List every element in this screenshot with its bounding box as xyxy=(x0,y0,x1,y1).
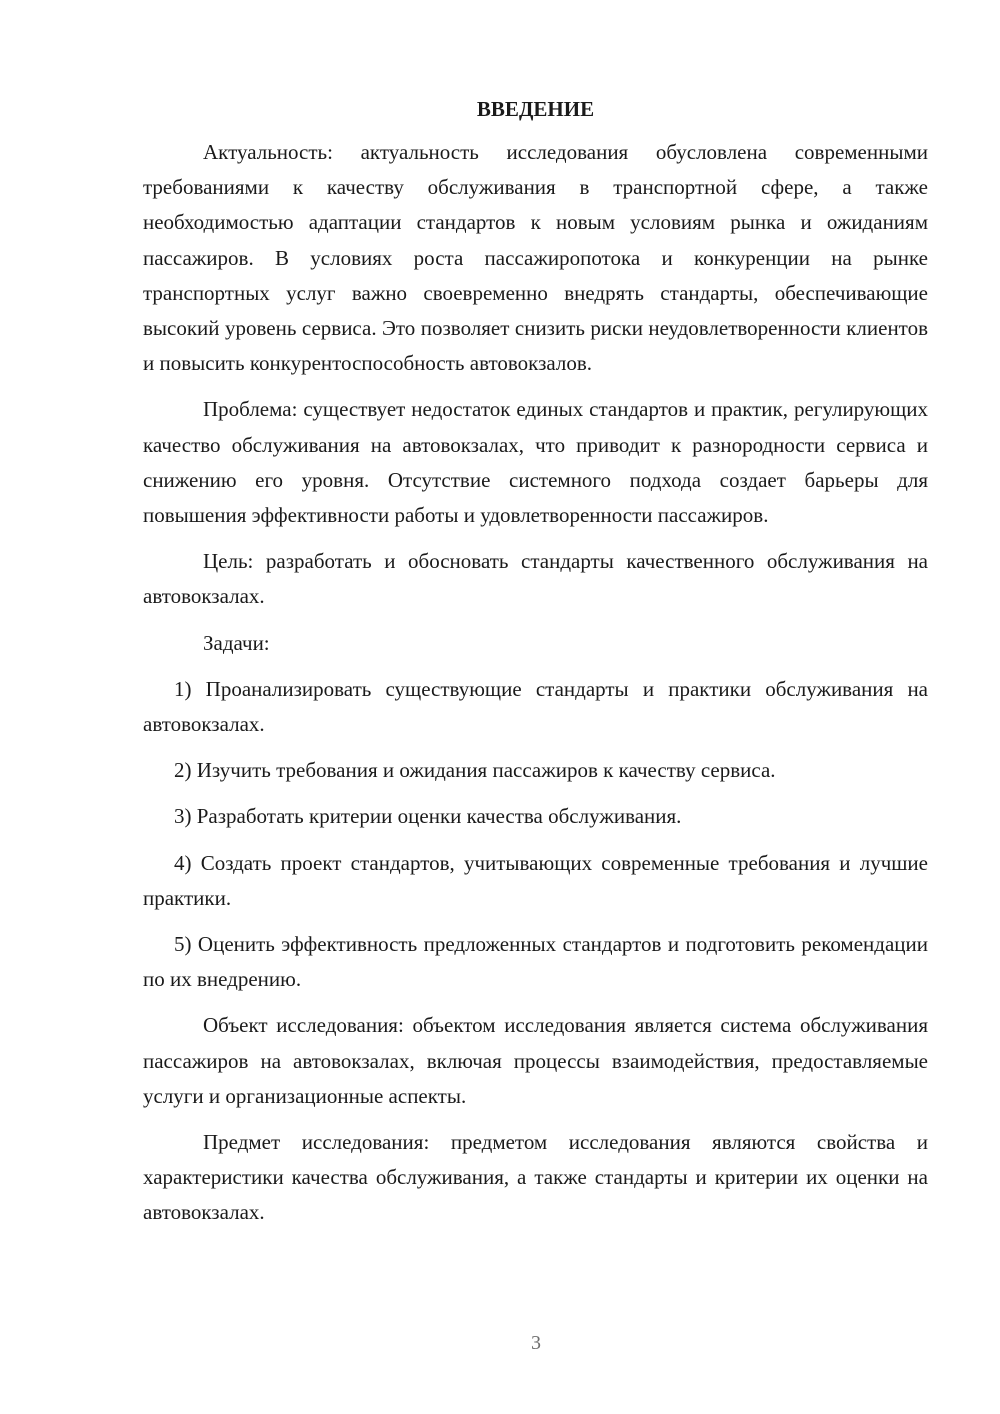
page-title: ВВЕДЕНИЕ xyxy=(476,97,595,121)
task-text: Разработать критерии оценки качества обслуживания. xyxy=(196,804,682,829)
task-item-3 xyxy=(143,799,928,834)
paragraph-problem: Проблема: существует недостаток единых стандартов и практик, регулирующих качество обслуживания на автовокзалах, что приводит к разнородности сервиса и снижению его уровня. Отсутствие системного подхода создает барьеры для повышения эффективности работы и удовлетворенности пассажиров. xyxy=(143,397,928,528)
task-number: 3) xyxy=(174,804,192,829)
paragraph-subject: Предмет исследования: предметом исследования являются свойства и характеристики качества обслуживания, а также стандарты и критерии их оценки на автовокзалах. xyxy=(143,1130,928,1225)
task-item-4 xyxy=(143,846,928,916)
task-item-5 xyxy=(143,927,928,997)
task-item-1 xyxy=(143,672,928,742)
page-number: 3 xyxy=(531,1332,541,1354)
paragraph-object: Объект исследования: объектом исследования является система обслуживания пассажиров на автовокзалах, включая процессы взаимодействия, предоставляемые услуги и организационные аспекты. xyxy=(143,1013,928,1108)
task-number: 4) xyxy=(174,850,192,875)
paragraph-goal: Цель: разработать и обосновать стандарты качественного обслуживания на автовокзалах. xyxy=(143,549,928,609)
task-text: Изучить требования и ожидания пассажиров к качеству сервиса. xyxy=(196,758,776,783)
task-text: Проанализировать существующие стандарты и практики обслуживания на автовокзалах. xyxy=(143,676,929,737)
task-text: Создать проект стандартов, учитывающих современные требования и лучшие практики. xyxy=(143,850,928,910)
task-number: 5) xyxy=(174,932,192,957)
task-number: 1) xyxy=(174,676,192,701)
tasks-heading: Задачи: xyxy=(203,630,270,655)
paragraph-relevance: Актуальность: актуальность исследования обусловлена современными требованиями к качеству обслуживания в транспортной сфере, а также необходимостью адаптации стандартов к новым условиям рынка и ожиданиям пассажиров. В условиях роста пассажиропотока и конкуренции на рынке транспортных услуг важно своевременно внедрять стандарты, обеспечивающие высокий уровень сервиса. Это позволяет снизить риски неудовлетворенности клиентов и повысить конкурентоспособность автовокзалов. xyxy=(143,140,928,376)
page-content xyxy=(143,92,928,1242)
task-item-2 xyxy=(143,753,928,788)
task-text: Оценить эффективность предложенных стандартов и подготовить рекомендации по их внедрению. xyxy=(143,932,929,992)
task-number: 2) xyxy=(174,758,192,783)
